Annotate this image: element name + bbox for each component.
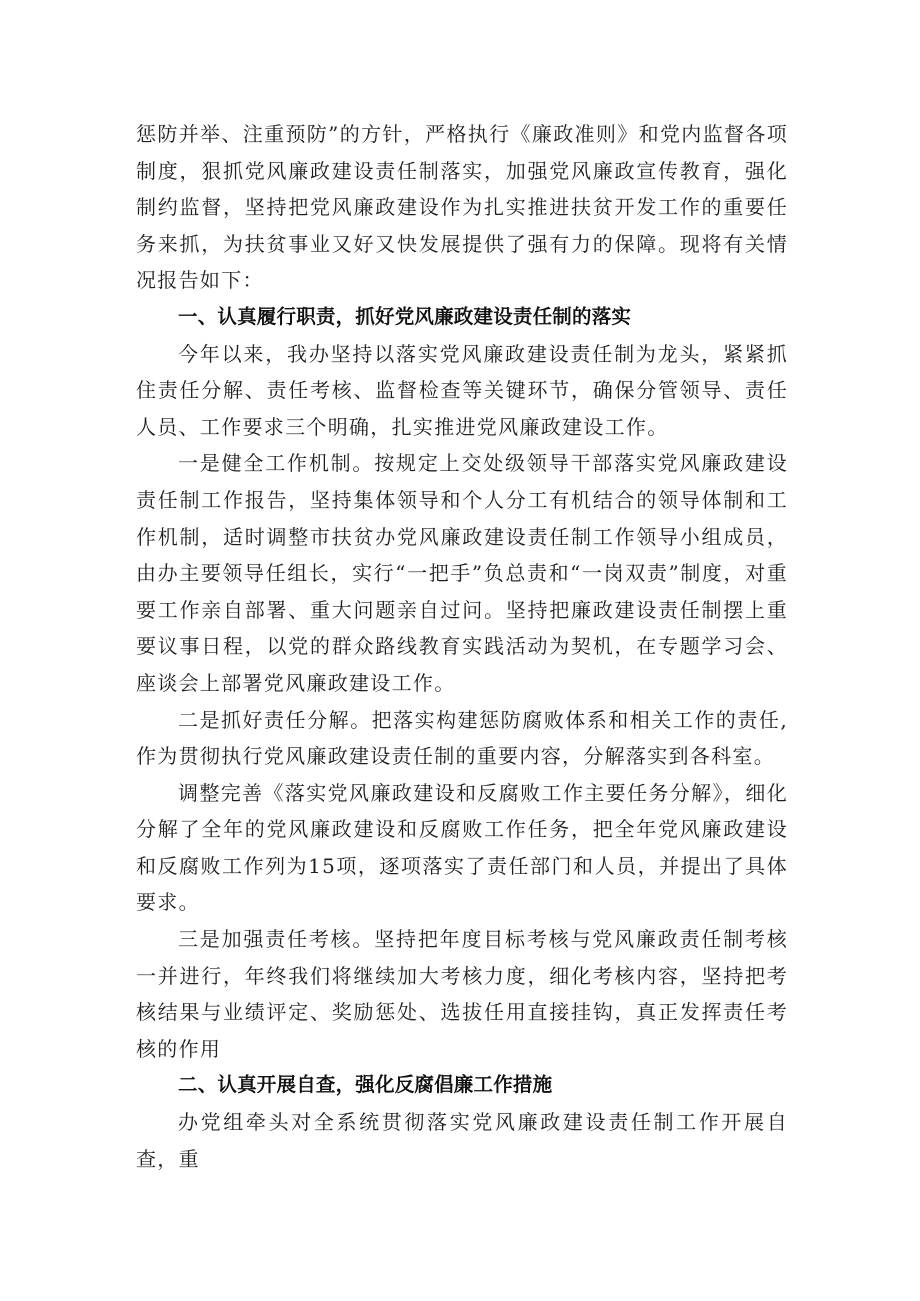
paragraph-task-breakdown: 调整完善《落实党风廉政建设和反腐败工作主要任务分解》，细化分解了全年的党风廉政建设和反腐败工作任务，把全年党风廉政建设和反腐败工作列为15项，逐项落实了责任部门和人员，并提出了具体要求。 — [136, 780, 788, 915]
paragraph-overview: 今年以来，我办坚持以落实党风廉政建设责任制为龙头，紧紧抓住责任分解、责任考核、监督检查等关键环节，确保分管领导、责任人员、工作要求三个明确，扎实推进党风廉政建设工作。 — [136, 341, 788, 439]
paragraph-point-2: 二是抓好责任分解。把落实构建惩防腐败体系和相关工作的责任,作为贯彻执行党风廉政建设责任制的重要内容，分解落实到各科室。 — [136, 707, 788, 769]
paragraph-self-check: 办党组牵头对全系统贯彻落实党风廉政建设责任制工作开展自查，重 — [136, 1110, 788, 1171]
document-body — [136, 116, 788, 1177]
paragraph-point-1: 一是健全工作机制。按规定上交处级领导干部落实党风廉政建设责任制工作报告，坚持集体领导和个人分工有机结合的领导体制和工作机制，适时调整市扶贫办党风廉政建设责任制工作领导小组成员，由办主要领导任组长，实行“一把手”负总责和“一岗双责”制度，对重要工作亲自部署、重大问题亲自过问。坚持把廉政建设责任制摆上重要议事日程，以党的群众路线教育实践活动为契机，在专题学习会、座谈会上部署党风廉政建设工作。 — [136, 451, 788, 695]
section-heading-2: 二、认真开展自查，强化反腐倡廉工作措施 — [178, 1073, 553, 1097]
paragraph-intro: 惩防并举、注重预防”的方针，严格执行《廉政准则》和党内监督各项制度，狠抓党风廉政建设责任制落实，加强党风廉政宣传教育，强化制约监督，坚持把党风廉政建设作为扎实推进扶贫开发工作的重要任务来抓，为扶贫事业又好又快发展提供了强有力的保障。现将有关情况报告如下： — [136, 122, 788, 293]
section-heading-1: 一、认真履行职责，抓好党风廉政建设责任制的落实 — [178, 304, 632, 328]
paragraph-point-3: 三是加强责任考核。坚持把年度目标考核与党风廉政责任制考核一并进行，年终我们将继续加大考核力度，细化考核内容，坚持把考核结果与业绩评定、奖励惩处、选拔任用直接挂钩，真正发挥责任考核的作用 — [136, 927, 788, 1061]
